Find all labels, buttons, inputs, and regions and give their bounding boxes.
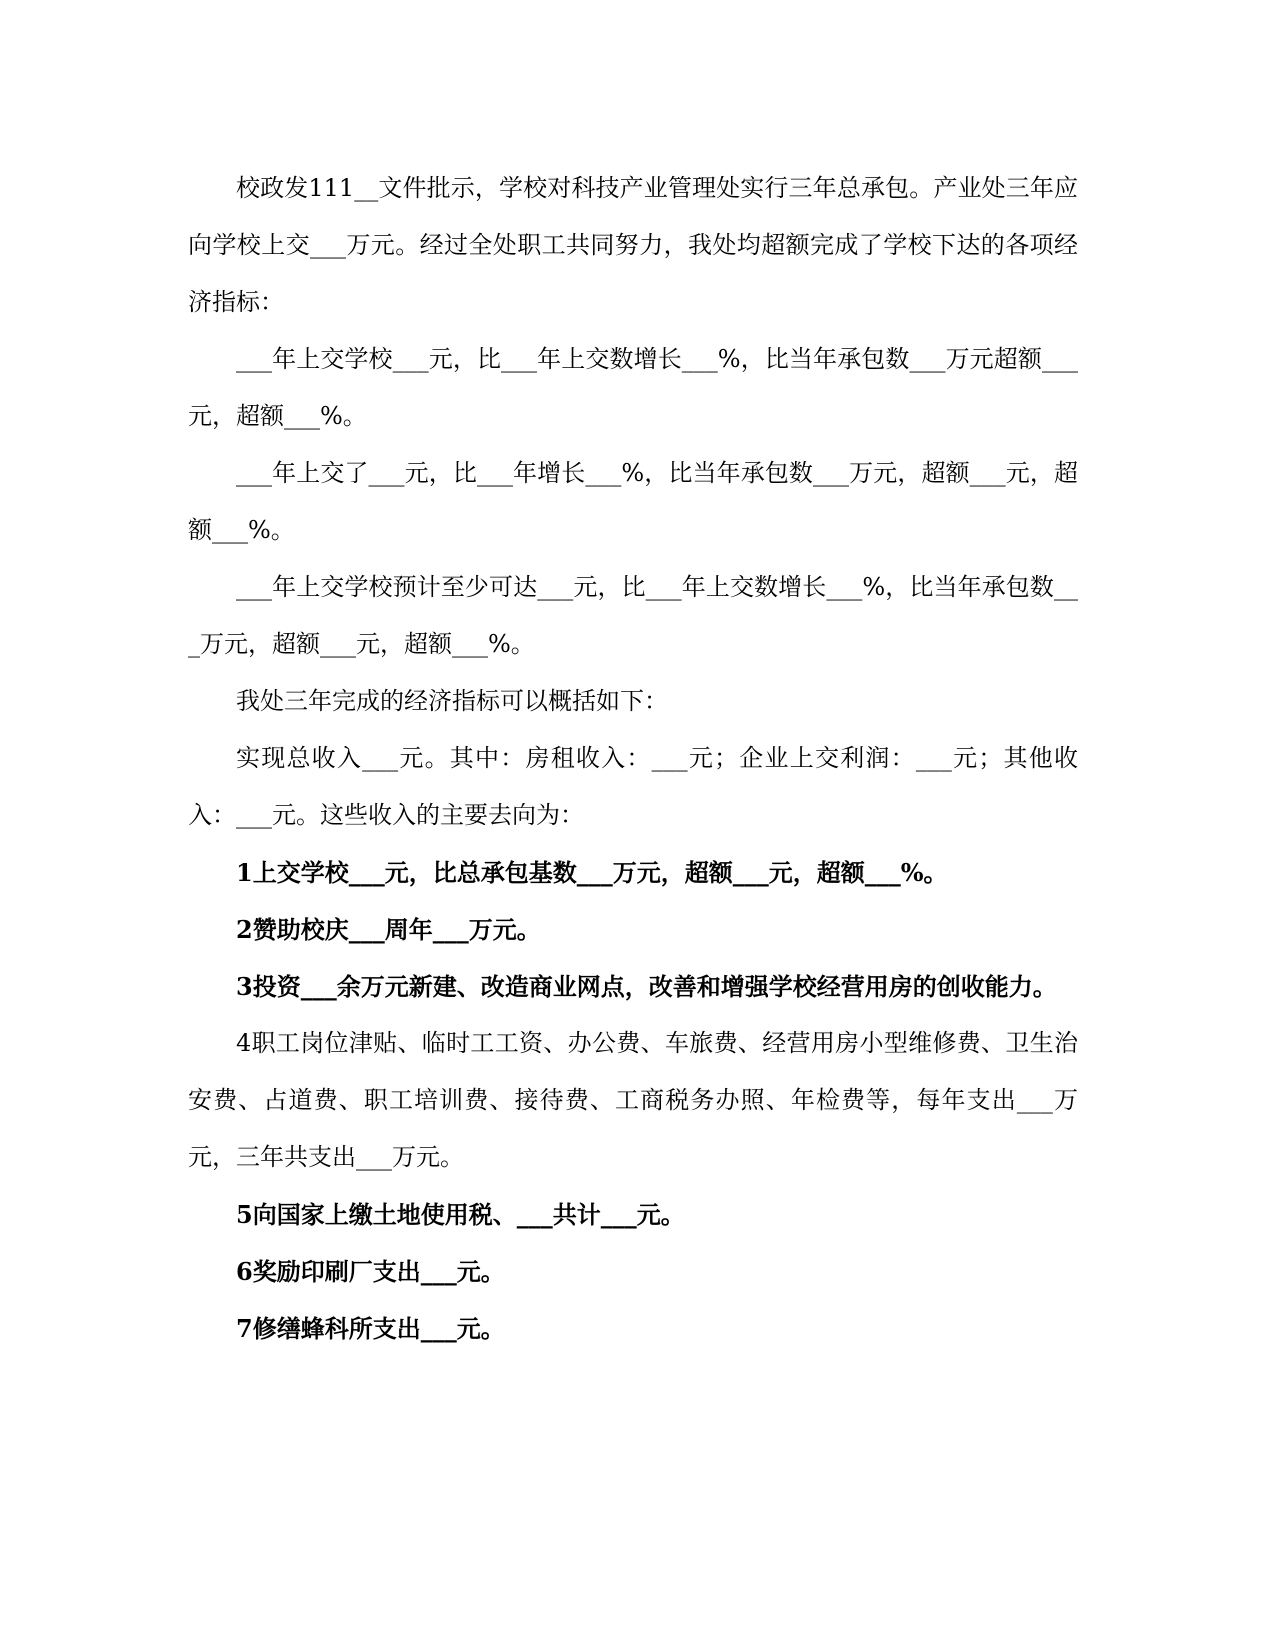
list-item-3: 3投资___余万元新建、改造商业网点，改善和增强学校经营用房的创收能力。 — [236, 972, 1057, 1001]
paragraph-total-income: 实现总收入___元。其中：房租收入：___元；企业上交利润：___元；其他收入：___元。这些收入的主要去向为： — [188, 744, 1078, 829]
paragraph-year-three: ___年上交学校预计至少可达___元，比___年上交数增长___%，比当年承包数___万元，超额___元，超额___%。 — [188, 573, 1078, 658]
list-item-6: 6奖励印刷厂支出___元。 — [236, 1257, 505, 1286]
document-body — [188, 160, 1078, 1357]
paragraph-year-two: ___年上交了___元，比___年增长___%，比当年承包数___万元，超额___元，超额___%。 — [188, 459, 1078, 544]
paragraph-summary-heading: 我处三年完成的经济指标可以概括如下： — [236, 687, 668, 715]
list-item-1: 1上交学校___元，比总承包基数___万元，超额___元，超额___%。 — [236, 858, 948, 887]
paragraph-year-one: ___年上交学校___元，比___年上交数增长___%，比当年承包数___万元超额___元，超额___%。 — [188, 345, 1078, 430]
list-item-5: 5向国家上缴土地使用税、___共计___元。 — [236, 1200, 685, 1229]
list-item-7: 7修缮蜂科所支出___元。 — [236, 1314, 505, 1343]
list-item-4: 4职工岗位津贴、临时工工资、办公费、车旅费、经营用房小型维修费、卫生治安费、占道费、职工培训费、接待费、工商税务办照、年检费等，每年支出___万元，三年共支出___万元。 — [188, 1029, 1078, 1171]
paragraph-intro: 校政发111__文件批示，学校对科技产业管理处实行三年总承包。产业处三年应向学校上交___万元。经过全处职工共同努力，我处均超额完成了学校下达的各项经济指标： — [188, 174, 1078, 316]
list-item-2: 2赞助校庆___周年___万元。 — [236, 915, 541, 944]
